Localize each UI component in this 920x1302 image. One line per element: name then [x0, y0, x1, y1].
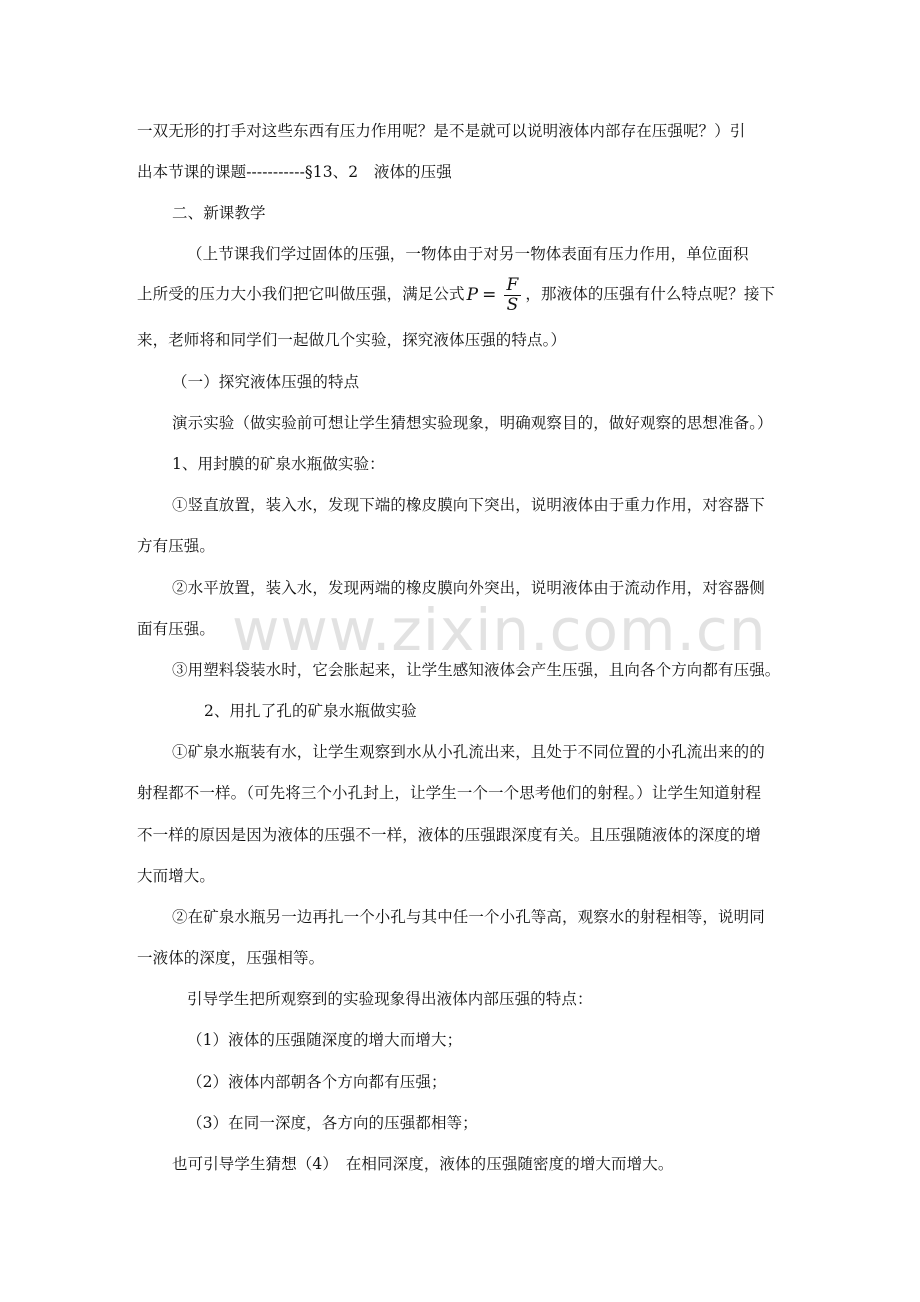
lesson-title-line: 出本节课的课题-----------§13、2 液体的压强 — [137, 163, 452, 181]
paragraph-line: 面有压强。 — [137, 620, 216, 638]
paragraph-line: 大而增大。 — [137, 867, 216, 885]
formula-fraction — [504, 276, 522, 315]
paragraph-line: 一双无形的打手对这些东西有压力作用呢？是不是就可以说明液体内部存在压强呢？）引 — [137, 122, 746, 140]
paragraph-line: ③用塑料袋装水时，它会胀起来，让学生感知液体会产生压强，且向各个方向都有压强。 — [172, 661, 781, 679]
paragraph-line: ②水平放置，装入水，发现两端的橡皮膜向外突出，说明液体由于流动作用，对容器侧 — [172, 579, 765, 597]
formula-lhs: P — [466, 284, 479, 305]
list-item: （2）液体内部朝各个方向都有压强； — [187, 1073, 447, 1091]
formula-denominator: S — [506, 294, 519, 315]
experiment-heading: 1、用封膜的矿泉水瓶做实验： — [172, 455, 385, 473]
paragraph-line: 方有压强。 — [137, 537, 216, 555]
formula-line-text: ，那液体的压强有什么特点呢？接下 — [525, 285, 776, 303]
watermark: www.zixin.com.cn — [232, 596, 767, 664]
paragraph-line: 也可引导学生猜想（4） 在相同深度，液体的压强随密度的增大而增大。 — [172, 1155, 674, 1173]
pressure-formula — [467, 276, 524, 315]
paragraph-line: 射程都不一样。（可先将三个小孔封上，让学生一个一个思考他们的射程。）让学生知道射程 — [137, 784, 762, 802]
paragraph-line: 不一样的原因是因为液体的压强不一样，液体的压强跟深度有关。且压强随液体的深度的增 — [137, 826, 762, 844]
formula-equals: = — [482, 284, 497, 305]
paragraph-line: 引导学生把所观察到的实验现象得出液体内部压强的特点： — [187, 990, 593, 1008]
paragraph-line: ②在矿泉水瓶另一边再扎一个小孔与其中任一个小孔等高，观察水的射程相等，说明同 — [172, 908, 765, 926]
experiment-heading: 2、用扎了孔的矿泉水瓶做实验 — [204, 702, 417, 720]
paragraph-line: ①矿泉水瓶装有水，让学生观察到水从小孔流出来，且处于不同位置的小孔流出来的的 — [172, 743, 765, 761]
list-item: （3）在同一深度，各方向的压强都相等； — [187, 1114, 478, 1132]
paragraph-line: 来，老师将和同学们一起做几个实验，探究液体压强的特点。） — [137, 331, 567, 349]
section-heading: 二、新课教学 — [172, 204, 266, 222]
formula-line-text: 上所受的压力大小我们把它叫做压强，满足公式 — [137, 285, 465, 303]
formula-line — [137, 275, 775, 315]
formula-numerator: F — [504, 276, 522, 296]
paragraph-line: （上节课我们学过固体的压强，一物体由于对另一物体表面有压力作用，单位面积 — [187, 245, 749, 263]
list-item: （1）液体的压强随深度的增大而增大； — [187, 1031, 463, 1049]
paragraph-line: 演示实验（做实验前可想让学生猜想实验现象，明确观察目的，做好观察的思想准备。） — [172, 414, 773, 432]
subsection-heading: （一）探究液体压强的特点 — [172, 373, 360, 391]
paragraph-line: 一液体的深度，压强相等。 — [137, 949, 325, 967]
paragraph-line: ①竖直放置，装入水，发现下端的橡皮膜向下突出，说明液体由于重力作用，对容器下 — [172, 496, 765, 514]
